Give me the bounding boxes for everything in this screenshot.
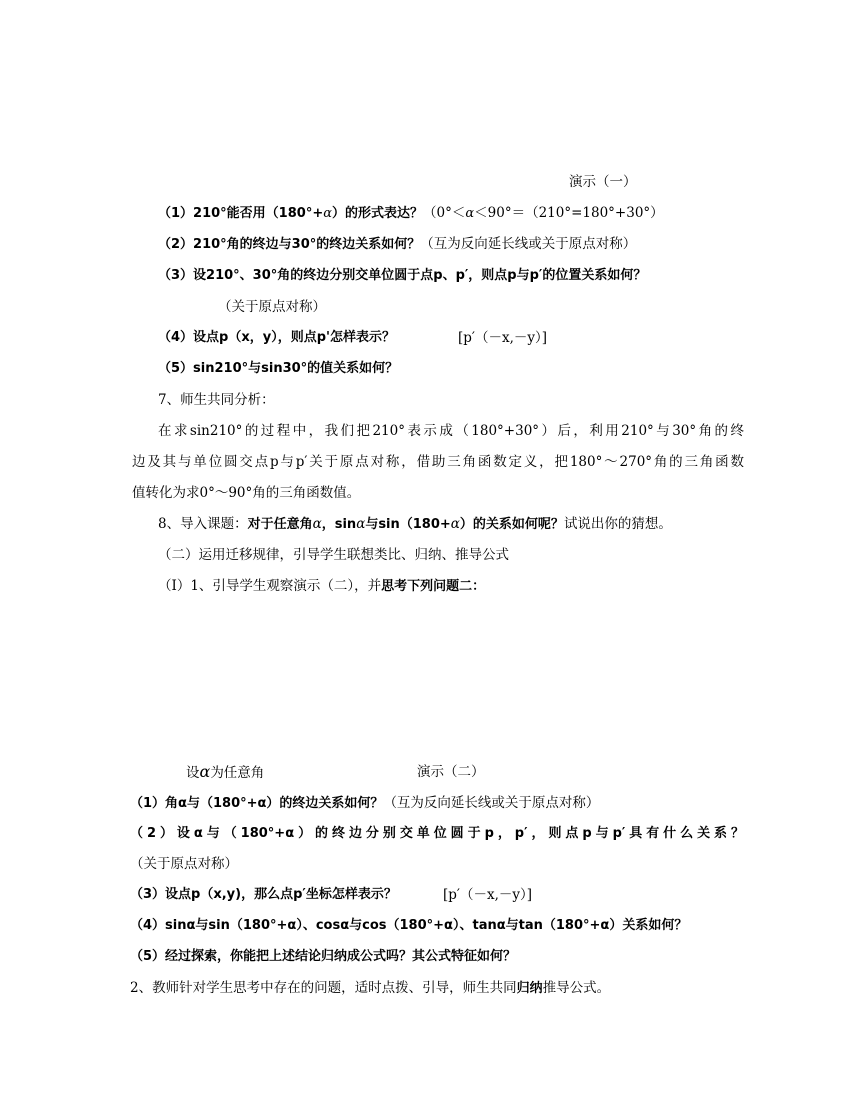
step8-line <box>158 514 672 535</box>
alpha-symbol: α <box>323 206 332 221</box>
q1-note-a: （0°＜ <box>423 205 466 221</box>
demo2-question-4: （4）sinα与sin（180°+α）、cosα与cos（180°+α）、tanα与tan（180°+α）关系如何？ <box>130 918 688 933</box>
alpha-symbol: α <box>450 516 460 532</box>
q1-text-a: （1）210°能否用（180°+ <box>158 206 324 221</box>
demo2-question-1: （1）角α与（180°+α）的终边关系如何？（互为反向延长线或关于原点对称） <box>130 795 600 811</box>
step7-paragraph-line-2: 边及其与单位圆交点p与p′关于原点对称，借助三角函数定义，把180°～270°角的三角函数 <box>132 454 744 470</box>
alpha-symbol: α <box>199 762 211 781</box>
step8-bold-b: ，sin <box>321 517 357 532</box>
demo1-question-5: （5）sin210°与sin30°的值关系如何？ <box>158 361 399 376</box>
demo1-question-4-note: [p′（－x,－y）] <box>458 330 548 346</box>
step2-bold: 归纳 <box>516 981 543 996</box>
step-i1-line <box>158 576 485 597</box>
q2-text: （2）210°角的终边与30°的终边关系如何？ <box>158 237 421 252</box>
demo2-set-line: 设α为任意角 <box>186 762 265 781</box>
demo2-question-3-note: [p′（－x,－y）] <box>443 887 533 903</box>
step-i1-text: （I）1、引导学生观察演示（二），并 <box>158 578 382 594</box>
demo2-question-2-note: （关于原点对称） <box>130 856 238 872</box>
demo1-question-2 <box>158 234 636 255</box>
demo2-question-2: （2）设α与（180°+α）的终边分别交单位圆于p，p′，则点p与p′具有什么关系？ <box>130 826 744 841</box>
demo2-question-5: （5）经过探索，你能把上述结论归纳成公式吗？其公式特征如何？ <box>130 949 517 964</box>
demo2-question-3: （3）设点p（x,y)，那么点p′坐标怎样表示？ <box>130 887 397 902</box>
alpha-symbol: α <box>312 516 322 532</box>
step2-line: 2、教师针对学生思考中存在的问题，适时点拨、引导，师生共同归纳推导公式。 <box>130 980 611 996</box>
step8-label: 8、导入课题： <box>158 516 248 532</box>
step8-bold-d: ）的关系如何呢？ <box>459 517 564 532</box>
step7-paragraph-line-3: 值转化为求0°～90°角的三角函数值。 <box>132 485 361 501</box>
demo1-question-3-note: （关于原点对称） <box>218 299 326 315</box>
step7-title: 7、师生共同分析： <box>158 392 275 408</box>
part2-title: （二）运用迁移规律，引导学生联想类比、归纳、推导公式 <box>158 547 509 563</box>
q2-note: （互为反向延长线或关于原点对称） <box>420 236 637 252</box>
demo2-q1-note: （互为反向延长线或关于原点对称） <box>383 795 600 811</box>
demo1-question-1 <box>158 203 664 224</box>
demo1-question-4: （4）设点p（x，y），则点p'怎样表示？ <box>158 330 395 345</box>
demo2-title: 演示（二） <box>417 764 485 780</box>
demo1-question-3: （3）设210°、30°角的终边分别交单位圆于点p、p′，则点p与p′的位置关系如何？ <box>158 268 647 283</box>
step8-tail: 试说出你的猜想。 <box>563 516 672 532</box>
alpha-symbol: α <box>356 516 366 532</box>
step-i1-bold: 思考下列问题二： <box>381 579 486 594</box>
q1-note-b: ＜90°＝（210°=180°+30°） <box>474 205 664 221</box>
step7-paragraph-line-1: 在求sin210°的过程中，我们把210°表示成（180°+30°）后，利用210°与30°角的终 <box>158 423 744 439</box>
step8-bold-a: 对于任意角 <box>247 517 313 532</box>
demo1-title: 演示（一） <box>569 174 637 190</box>
q1-text-b: ）的形式表达？ <box>332 206 424 221</box>
alpha-symbol: α <box>465 206 475 221</box>
step8-bold-c: 与sin（180+ <box>365 517 451 532</box>
